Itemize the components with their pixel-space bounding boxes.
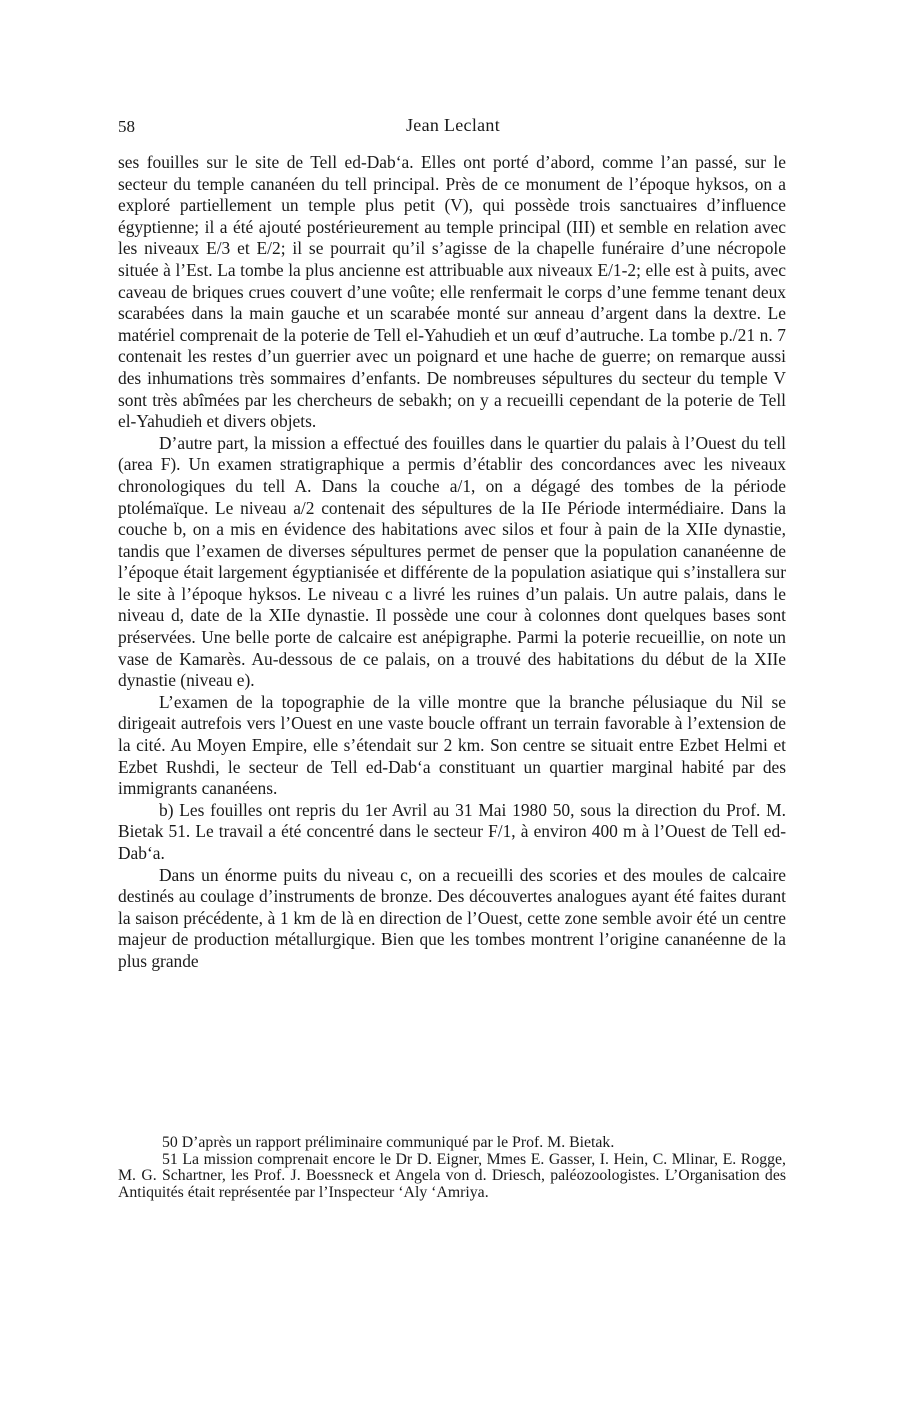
main-text	[118, 152, 786, 973]
running-head-author: Jean Leclant	[405, 115, 501, 135]
footnote-50: 50 D’après un rapport préliminaire communiqué par le Prof. M. Bietak.	[162, 1134, 615, 1151]
page-number: 58	[118, 117, 135, 136]
paragraph: b) Les fouilles ont repris du 1er Avril au 31 Mai 1980 50, sous la direction du Prof. M. Bietak 51. Le travail a été concentré dans le secteur F/1, à environ 400 m à l’Ouest de Tell ed-Dab‘a.	[118, 799, 786, 863]
paragraph: ses fouilles sur le site de Tell ed-Dab‘a. Elles ont porté d’abord, comme l’an passé, sur le secteur du temple cananéen du tell principal. Près de ce monument de l’époque hyksos, on a exploré partiellement un temple plus petit (V), qui possède trois sanctuaires d’influence égyptienne; il a été ajouté postérieurement au temple principal (III) et semble en relation avec les niveaux E/3 et E/2; il se pourrait qu’il s’agisse de la chapelle funéraire d’une nécropole située à l’Est. La tombe la plus ancienne est attribuable aux niveaux E/1-2; elle est à puits, avec caveau de briques crues couvert d’une voûte; elle renfermait le corps d’une femme tenant deux scarabées dans la main gauche et un scarabée monté sur anneau d’argent dans la dextre. Le matériel comprenait de la poterie de Tell el-Yahudieh et un œuf d’autruche. La tombe p./21 n. 7 contenait les restes d’un guerrier avec un poignard et une hache de guerre; on remarque aussi des inhumations très sommaires d’enfants. De nombreuses sépultures du secteur du temple V sont très abîmées par les chercheurs de sebakh; on y a recueilli cependant de la poterie de Tell el-Yahudieh et divers objets.	[118, 152, 786, 432]
paragraph: D’autre part, la mission a effectué des fouilles dans le quartier du palais à l’Ouest du tell (area F). Un examen stratigraphique a permis d’établir des concordances avec les niveaux chronologiques du tell A. Dans la couche a/1, on a dégagé des tombes de la période ptolémaïque. Le niveau a/2 contenait des sépultures de la IIe Période intermédiaire. Dans la couche b, on a mis en évidence des habitations avec silos et four à pain de la XIIe dynastie, tandis que l’examen de diverses sépultures permet de penser que la population cananéenne de l’époque était largement égyptianisée et différente de la population asiatique qui s’installera sur le site à l’époque hyksos. Le niveau c a livré les ruines d’un palais. Un autre palais, dans le niveau d, date de la XIIe dynastie. Il possède une cour à colonnes dont quelques bases sont préservées. Une belle porte de calcaire est anépigraphe. Parmi la poterie recueillie, on note un vase de Kamarès. Au-dessous de ce palais, on a trouvé des habitations du début de la XIIe dynastie (niveau e).	[118, 432, 786, 691]
footnote-51: 51 La mission comprenait encore le Dr D. Eigner, Mmes E. Gasser, I. Hein, C. Mlinar, E. Rogge, M. G. Schartner, les Prof. J. Boessneck et Angela von d. Driesch, paléozoologistes. L’Organisation des Antiquités était représentée par l’Inspecteur ‘Aly ‘Amriya.	[118, 1150, 786, 1201]
paragraph: L’examen de la topographie de la ville montre que la branche pélusiaque du Nil se dirigeait autrefois vers l’Ouest en une vaste boucle offrant un terrain favorable à l’extension de la cité. Au Moyen Empire, elle s’étendait sur 2 km. Son centre se situait entre Ezbet Helmi et Ezbet Rushdi, le secteur de Tell ed-Dab‘a constituant un quartier marginal habité par des immigrants cananéens.	[118, 691, 786, 799]
paragraph: Dans un énorme puits du niveau c, on a recueilli des scories et des moules de calcaire destinés au coulage d’instruments de bronze. Des découvertes analogues ayant été faites durant la saison précédente, à 1 km de là en direction de l’Ouest, cette zone semble avoir été un centre majeur de production métallurgique. Bien que les tombes montrent l’origine cananéenne de la plus grande	[118, 864, 786, 971]
footnotes	[118, 1135, 786, 1201]
